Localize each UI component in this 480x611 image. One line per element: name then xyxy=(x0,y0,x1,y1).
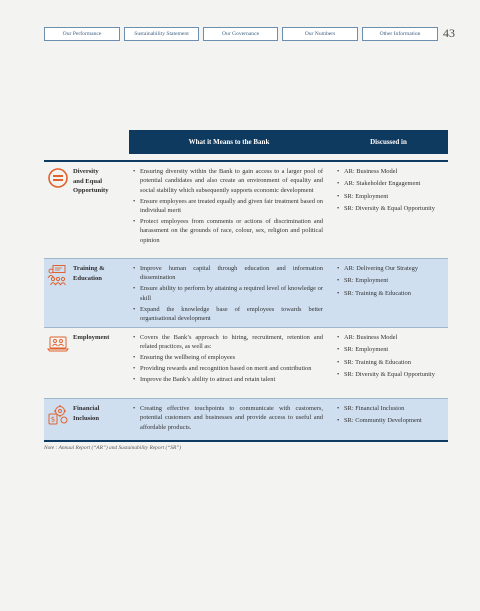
svg-text:$: $ xyxy=(50,415,56,424)
list-item: • AR: Stakeholder Engagement xyxy=(337,179,444,188)
list-item: • Covers the Bank’s approach to hiring, recruitment, retention and related practices, as well as: xyxy=(133,333,323,352)
list-item: • Providing rewards and recognition based on merit and contribution xyxy=(133,364,323,373)
topic-cell xyxy=(44,399,129,440)
list-item: • Expand the knowledge base of employees towards better organisational development xyxy=(133,305,323,324)
footnote: Note : Annual Report (“AR”) and Sustainability Report (“SR”) xyxy=(44,445,182,451)
nav-tab-our-governance[interactable]: Our Governance xyxy=(203,27,278,41)
header-spacer xyxy=(44,130,129,154)
list-item: • Ensure employees are treated equally and given fair treatment based on individual merit xyxy=(133,197,323,216)
list-item: • Ensuring diversity within the Bank to gain access to a larger pool of potential candidates and also create an environment of equality and social stability which subsequently supports economic development xyxy=(133,167,323,195)
training-group-icon xyxy=(47,264,69,286)
nav-tab-sustainability-statement[interactable]: Sustainability Statement xyxy=(124,27,199,41)
list-item: • SR: Employment xyxy=(337,345,444,354)
meaning-cell xyxy=(129,328,329,398)
list-item: • AR: Business Model xyxy=(337,167,444,176)
topic-label: Employment xyxy=(73,334,110,341)
money-gears-icon xyxy=(47,404,69,426)
list-item: • SR: Employment xyxy=(337,276,444,285)
list-item: • SR: Financial Inclusion xyxy=(337,404,444,413)
header-what-it-means: What it Means to the Bank xyxy=(129,130,329,154)
topic-label: Training & Education xyxy=(73,265,105,282)
list-item: • Improve the Bank’s ability to attract and retain talent xyxy=(133,375,323,384)
material-topics-table xyxy=(44,130,448,442)
list-item: • AR: Business Model xyxy=(337,333,444,342)
table-row-diversity xyxy=(44,162,448,259)
list-item: • SR: Community Development xyxy=(337,416,444,425)
meaning-cell xyxy=(129,399,329,440)
discussed-cell xyxy=(329,328,448,398)
top-navigation xyxy=(44,27,438,41)
meaning-cell xyxy=(129,162,329,258)
topic-cell xyxy=(44,162,129,258)
list-item: • Creating effective touchpoints to communicate with customers, potential customers and businesses and provide access to useful and affordable products. xyxy=(133,404,323,432)
nav-tab-our-numbers[interactable]: Our Numbers xyxy=(282,27,358,41)
topic-cell xyxy=(44,259,129,327)
list-item: • Ensure ability to perform by attaining a required level of knowledge or skill xyxy=(133,284,323,303)
page-number: 43 xyxy=(443,26,455,40)
equal-sign-icon xyxy=(47,167,69,189)
list-item: • SR: Training & Education xyxy=(337,289,444,298)
table-header xyxy=(44,130,448,154)
topic-cell xyxy=(44,328,129,398)
list-item: • Protect employees from comments or actions of discrimination and harassment on the grounds of race, colour, sex, religion and political opinion xyxy=(133,217,323,245)
topic-label: Diversity and Equal Opportunity xyxy=(73,168,109,194)
nav-tab-other-information[interactable]: Other Information xyxy=(362,27,438,41)
list-item: • SR: Diversity & Equal Opportunity xyxy=(337,370,444,379)
topic-label: Financial Inclusion xyxy=(73,405,100,422)
list-item: • Improve human capital through education and information dissemination xyxy=(133,264,323,283)
table-bottom-rule xyxy=(44,440,448,442)
discussed-cell xyxy=(329,162,448,258)
nav-tab-our-performance[interactable]: Our Performance xyxy=(44,27,120,41)
employment-laptop-icon xyxy=(47,333,69,355)
list-item: • Ensuring the wellbeing of employees xyxy=(133,353,323,362)
meaning-cell xyxy=(129,259,329,327)
discussed-cell xyxy=(329,259,448,327)
list-item: • SR: Diversity & Equal Opportunity xyxy=(337,204,444,213)
table-row-employment xyxy=(44,328,448,399)
list-item: • SR: Training & Education xyxy=(337,358,444,367)
list-item: • SR: Employment xyxy=(337,192,444,201)
list-item: • AR: Delivering Our Strategy xyxy=(337,264,444,273)
header-discussed-in: Discussed in xyxy=(329,130,448,154)
table-row-financial-inclusion xyxy=(44,399,448,440)
table-row-training xyxy=(44,259,448,328)
discussed-cell xyxy=(329,399,448,440)
